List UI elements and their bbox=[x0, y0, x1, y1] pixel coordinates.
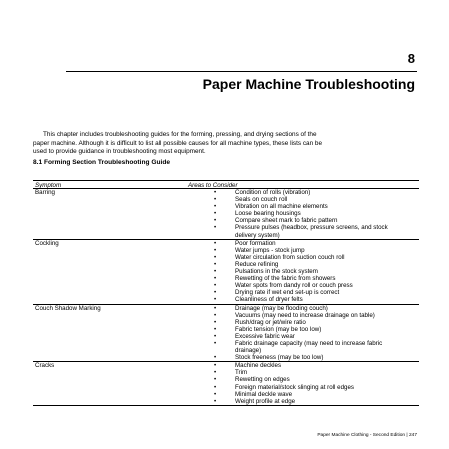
troubleshooting-table bbox=[33, 180, 419, 406]
area-item bbox=[214, 289, 419, 296]
bullet-icon: • bbox=[214, 275, 217, 283]
area-text: Water jumps - stock jump bbox=[235, 246, 305, 254]
table-row bbox=[33, 305, 419, 363]
area-item bbox=[214, 326, 419, 333]
area-item bbox=[214, 217, 419, 224]
area-item bbox=[214, 210, 419, 217]
bullet-icon: • bbox=[214, 354, 217, 362]
table-header bbox=[33, 180, 419, 189]
area-item bbox=[214, 391, 419, 398]
area-text: Fabric drainage capacity (may need to increase fabric bbox=[235, 339, 383, 347]
areas-cell bbox=[214, 305, 419, 362]
area-item bbox=[214, 347, 419, 354]
area-text: Seals on couch roll bbox=[235, 196, 288, 204]
chapter-rule bbox=[66, 71, 417, 72]
bullet-icon: • bbox=[214, 390, 217, 398]
area-text: Poor formation bbox=[235, 239, 276, 247]
bullet-icon: • bbox=[214, 332, 217, 340]
area-item bbox=[214, 362, 419, 369]
area-item bbox=[214, 261, 419, 268]
bullet-icon: • bbox=[214, 383, 217, 391]
table-row bbox=[33, 362, 419, 406]
bullet-icon: • bbox=[214, 397, 217, 405]
area-item bbox=[214, 203, 419, 210]
header-areas: Areas to Consider bbox=[188, 182, 238, 189]
area-text: Drainage (may be flooding couch) bbox=[235, 304, 328, 312]
symptom-cell: Cracks bbox=[35, 362, 55, 370]
bullet-icon: • bbox=[214, 282, 217, 290]
area-text: Vacuums (may need to increase drainage on table) bbox=[235, 311, 375, 319]
area-text: Rewetting of the fabric from showers bbox=[235, 275, 336, 283]
area-item bbox=[214, 254, 419, 261]
bullet-icon: • bbox=[214, 268, 217, 276]
area-item bbox=[214, 376, 419, 383]
bullet-icon: • bbox=[214, 318, 217, 326]
symptom-cell: Cockling bbox=[35, 239, 59, 247]
intro-line: used to provide guidance in troubleshooting most equipment. bbox=[33, 148, 206, 156]
area-text: Minimal deckle wave bbox=[235, 390, 293, 398]
bullet-icon: • bbox=[214, 224, 217, 232]
bullet-icon: • bbox=[214, 196, 217, 204]
area-text: Pressure pulses (headbox, pressure screens, and stock bbox=[235, 224, 388, 232]
area-text: Reduce refining bbox=[235, 260, 279, 268]
area-item bbox=[214, 333, 419, 340]
area-text: Condition of rolls (vibration) bbox=[235, 189, 311, 196]
area-item bbox=[214, 240, 419, 247]
areas-cell bbox=[214, 240, 419, 304]
area-item bbox=[214, 319, 419, 326]
area-text: Foreign material/stock slinging at roll edges bbox=[235, 383, 354, 391]
area-text: drainage) bbox=[235, 347, 262, 355]
area-text: Water circulation from suction couch roll bbox=[235, 253, 345, 261]
area-item bbox=[214, 196, 419, 203]
area-text: Stock freeness (may be too low) bbox=[235, 354, 324, 362]
area-item bbox=[214, 247, 419, 254]
area-item bbox=[214, 268, 419, 275]
bullet-icon: • bbox=[214, 217, 217, 225]
area-item bbox=[214, 296, 419, 303]
bullet-icon: • bbox=[214, 203, 217, 211]
area-text: Excessive fabric wear bbox=[235, 332, 295, 340]
bullet-icon: • bbox=[214, 376, 217, 384]
bullet-icon: • bbox=[214, 246, 217, 254]
bullet-icon: • bbox=[214, 339, 217, 347]
areas-cell bbox=[214, 189, 419, 239]
area-text: Trim bbox=[235, 369, 248, 377]
area-item bbox=[214, 312, 419, 319]
area-item bbox=[214, 340, 419, 347]
intro-paragraph bbox=[33, 131, 419, 157]
bullet-icon: • bbox=[214, 311, 217, 319]
area-item bbox=[214, 189, 419, 196]
area-item bbox=[214, 224, 419, 231]
bullet-icon: • bbox=[214, 304, 217, 312]
bullet-icon: • bbox=[214, 325, 217, 333]
area-text: Rewetting on edges bbox=[235, 376, 290, 384]
table-row bbox=[33, 240, 419, 305]
section-heading: 8.1 Forming Section Troubleshooting Guide bbox=[33, 159, 171, 166]
bullet-icon: • bbox=[214, 260, 217, 268]
area-text: Water spots from dandy roll or couch press bbox=[235, 282, 353, 290]
table-row bbox=[33, 189, 419, 240]
area-text: Drying rate if wet end set-up is correct bbox=[235, 289, 340, 297]
symptom-cell: Couch Shadow Marking bbox=[35, 304, 101, 312]
area-text: Vibration on all machine elements bbox=[235, 203, 328, 211]
bullet-icon: • bbox=[214, 369, 217, 377]
area-text: Cleanliness of dryer felts bbox=[235, 296, 303, 304]
area-text: Fabric tension (may be too low) bbox=[235, 325, 322, 333]
chapter-number: 8 bbox=[407, 51, 415, 66]
page-footer: Paper Machine Clothing - Second Edition | 247 bbox=[317, 433, 417, 438]
area-item bbox=[214, 282, 419, 289]
area-text: Weight profile at edge bbox=[235, 397, 296, 405]
bullet-icon: • bbox=[214, 253, 217, 261]
area-item bbox=[214, 398, 419, 405]
area-item bbox=[214, 384, 419, 391]
area-text: Loose bearing housings bbox=[235, 210, 301, 218]
bullet-icon: • bbox=[214, 239, 217, 247]
area-item bbox=[214, 275, 419, 282]
area-item bbox=[214, 305, 419, 312]
bullet-icon: • bbox=[214, 210, 217, 218]
bullet-icon: • bbox=[214, 362, 217, 370]
area-text: Machine deckles bbox=[235, 362, 282, 370]
bullet-icon: • bbox=[214, 189, 217, 196]
area-item bbox=[214, 354, 419, 361]
areas-cell bbox=[214, 362, 419, 405]
intro-line: paper machine. Although it is difficult to list all possible causes for all machine types, these lists can be bbox=[33, 139, 323, 147]
area-text: Rush/drag or jet/wire ratio bbox=[235, 318, 306, 326]
intro-line: This chapter includes troubleshooting guides for the forming, pressing, and drying sections of the bbox=[43, 131, 317, 138]
area-text: Pulsations in the stock system bbox=[235, 268, 318, 276]
chapter-title: Paper Machine Troubleshooting bbox=[202, 76, 415, 92]
bullet-icon: • bbox=[214, 296, 217, 304]
area-text: Compare sheet mark to fabric pattern bbox=[235, 217, 338, 225]
bullet-icon: • bbox=[214, 289, 217, 297]
area-item bbox=[214, 369, 419, 376]
symptom-cell: Barring bbox=[35, 189, 55, 196]
header-symptom: Symptom bbox=[35, 182, 62, 189]
area-item bbox=[214, 232, 419, 239]
area-text: delivery system) bbox=[235, 231, 280, 239]
